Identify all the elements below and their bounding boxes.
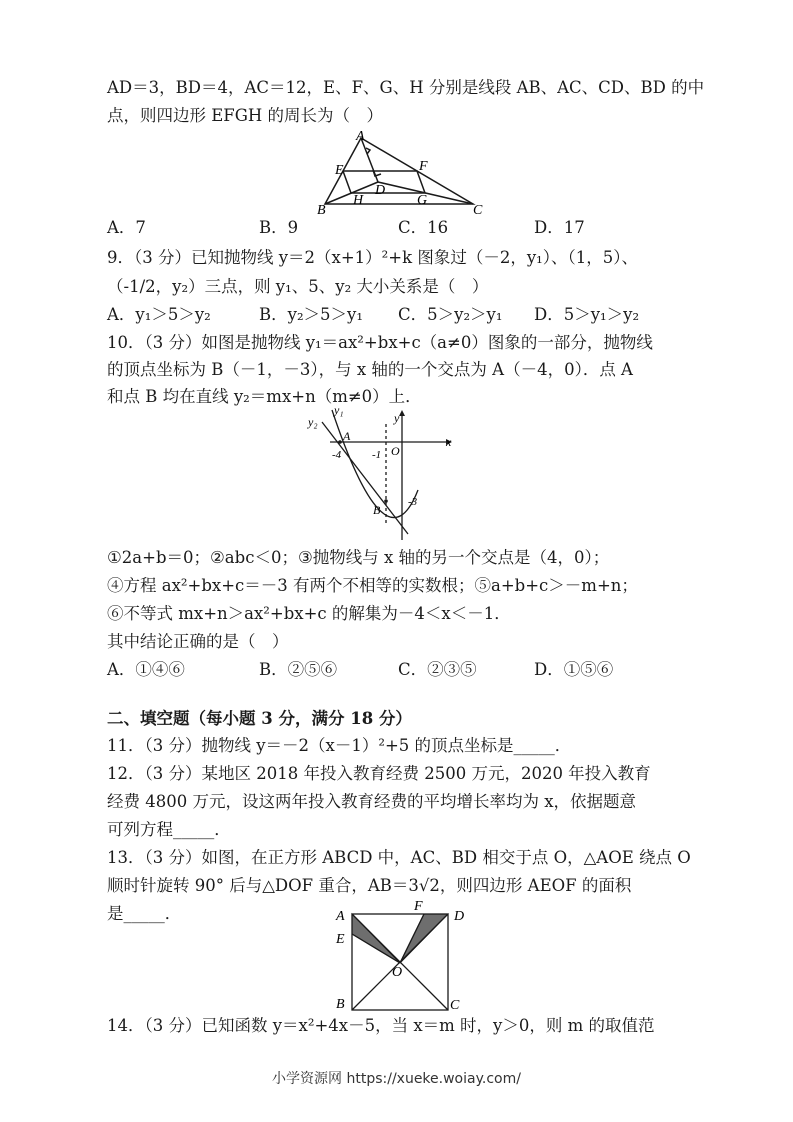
q10-label-B: B xyxy=(373,503,381,517)
q9-option-d: D．5＞y₁＞y₂ xyxy=(534,305,640,324)
q8-label-D: D xyxy=(375,183,386,198)
q10-label-m1: -1 xyxy=(372,449,382,461)
q12-line-3: 可列方程_____． xyxy=(107,820,231,839)
q8-label-G: G xyxy=(417,193,428,208)
q13-label-C: C xyxy=(450,998,460,1012)
footer-watermark: 小学资源网 https://xueke.woiay.com/ xyxy=(272,1071,521,1087)
q13-label-F: F xyxy=(414,900,423,914)
q8-label-E: E xyxy=(335,163,344,178)
q14-line-1: 14．（3 分）已知函数 y＝x²+4x－5，当 x＝m 时，y＞0，则 m 的取值范 xyxy=(107,1016,655,1035)
q13-line-2: 顺时针旋转 90° 后与△DOF 重合，AB＝3√2，则四边形 AEOF 的面积 xyxy=(107,876,632,895)
q10-option-b: B．②⑤⑥ xyxy=(259,660,338,679)
q8-label-B: B xyxy=(317,203,326,216)
q10-statement-1: ①2a+b＝0；②abc＜0；③抛物线与 x 轴的另一个交点是（4，0）； xyxy=(107,548,610,567)
q8-label-C: C xyxy=(473,203,483,216)
q10-statement-2: ④方程 ax²+bx+c＝－3 有两个不相等的实数根；⑤a+b+c＞－m+n； xyxy=(107,576,638,595)
q10-label-A: A xyxy=(343,429,351,443)
q10-line-1: 10．（3 分）如图是抛物线 y₁＝ax²+bx+c（a≠0）图象的一部分，抛物线 xyxy=(107,333,653,352)
q9-option-b: B．y₂＞5＞y₁ xyxy=(259,305,363,324)
q12-line-1: 12．（3 分）某地区 2018 年投入教育经费 2500 万元，2020 年投入教育 xyxy=(107,764,651,783)
q10-parabola-figure xyxy=(300,402,460,544)
q8-label-F: F xyxy=(419,159,428,174)
q9-option-a: A．y₁＞5＞y₂ xyxy=(107,305,211,324)
q13-label-D: D xyxy=(454,909,465,924)
q10-label-m4: -4 xyxy=(332,449,342,461)
q10-option-c: C．②③⑤ xyxy=(398,660,477,679)
q10-option-a: A．①④⑥ xyxy=(107,660,185,679)
q9-line-1: 9．（3 分）已知抛物线 y＝2（x+1）²+k 图象过（－2，y₁）、（1，5）、 xyxy=(107,248,639,267)
q8-option-b: B．9 xyxy=(259,218,299,237)
q9-option-c: C．5＞y₂＞y₁ xyxy=(398,305,503,324)
q13-line-1: 13．（3 分）如图，在正方形 ABCD 中，AC、BD 相交于点 O，△AOE 绕点 O xyxy=(107,848,691,867)
q13-label-E: E xyxy=(336,932,345,947)
q10-line-3: 和点 B 均在直线 y₂＝mx+n（m≠0）上． xyxy=(107,387,422,406)
q10-label-y1: y₁ xyxy=(334,403,344,417)
q10-statement-3: ⑥不等式 mx+n＞ax²+bx+c 的解集为－4＜x＜－1． xyxy=(107,604,511,623)
q13-label-A: A xyxy=(336,909,345,924)
q13-label-B: B xyxy=(336,997,345,1012)
q10-label-O: O xyxy=(391,444,400,458)
q13-label-O: O xyxy=(392,965,403,980)
q13-square-figure xyxy=(330,900,480,1012)
q9-line-2: （-1/2，y₂）三点，则 y₁、5、y₂ 大小关系是（ ） xyxy=(107,277,489,296)
q12-line-2: 经费 4800 万元，设这两年投入教育经费的平均增长率均为 x，依据题意 xyxy=(107,792,637,811)
q8-label-H: H xyxy=(353,193,364,208)
q8-line-1: AD＝3，BD＝4，AC＝12，E、F、G、H 分别是线段 AB、AC、CD、BD 的中 xyxy=(107,78,705,97)
q10-line-2: 的顶点坐标为 B（－1，－3），与 x 轴的一个交点为 A（－4，0）．点 A xyxy=(107,360,633,379)
q11-line-1: 11．（3 分）抛物线 y＝－2（x－1）²+5 的顶点坐标是_____． xyxy=(107,736,572,755)
q8-triangle-figure xyxy=(315,130,490,216)
section-2-heading: 二、填空题（每小题 3 分，满分 18 分） xyxy=(107,709,412,728)
q8-option-d: D．17 xyxy=(534,218,585,237)
q10-label-y: y xyxy=(394,411,400,425)
q10-parabola-y1 xyxy=(332,410,418,518)
q8-option-c: C．16 xyxy=(398,218,449,237)
q8-line-2: 点，则四边形 EFGH 的周长为（ ） xyxy=(107,106,384,125)
q10-label-y2: y₂ xyxy=(308,415,318,429)
q10-ask: 其中结论正确的是（ ） xyxy=(107,632,289,651)
q10-option-d: D．①⑤⑥ xyxy=(534,660,614,679)
q13-line-3: 是_____． xyxy=(107,904,182,923)
q10-label-m3: -3 xyxy=(408,496,418,508)
q10-line-y2 xyxy=(322,422,408,534)
q8-option-a: A．7 xyxy=(107,218,146,237)
q10-label-x: x xyxy=(446,435,452,449)
q8-label-A: A xyxy=(356,130,365,144)
